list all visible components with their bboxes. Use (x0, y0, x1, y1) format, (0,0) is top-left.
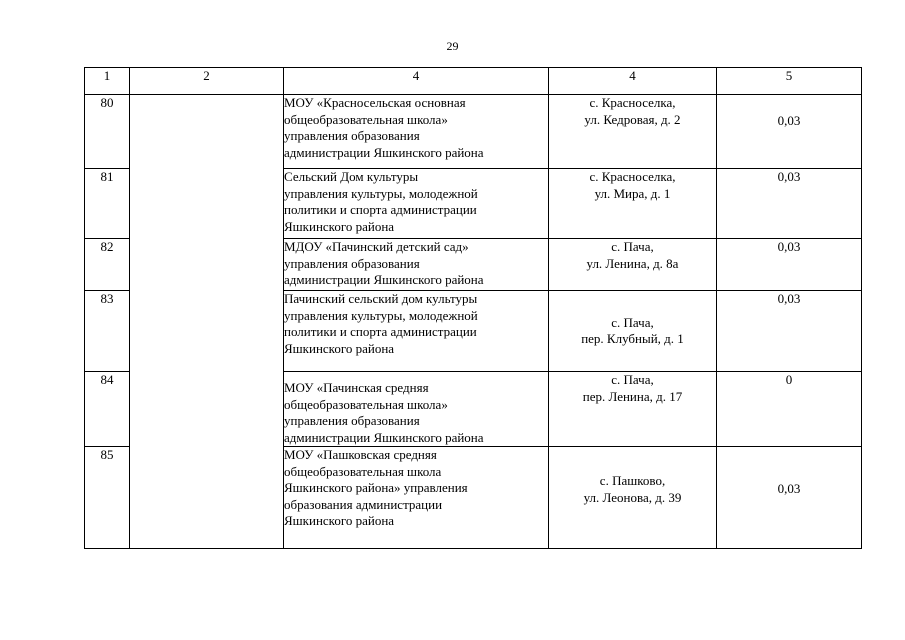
org-line: политики и спорта администрации (284, 202, 477, 217)
org-line: Яшкинского района (284, 513, 395, 528)
value-cell: 0,03 (717, 95, 862, 169)
address-line: с. Пача, (611, 239, 654, 254)
address-cell (549, 239, 717, 291)
org-cell (284, 95, 549, 169)
org-line: МОУ «Красносельская основная (284, 95, 466, 110)
org-line: управления образования (284, 128, 420, 143)
org-line: управления образования (284, 413, 420, 428)
org-line: МОУ «Пачинская средняя (284, 380, 429, 395)
row-number: 80 (85, 95, 130, 169)
address-line: с. Пача, (611, 372, 654, 387)
header-cell: 5 (717, 68, 862, 95)
table-header-row (85, 68, 862, 95)
org-line: Яшкинского района (284, 340, 395, 356)
org-line: администрации Яшкинского района (284, 272, 484, 287)
org-line: Сельский Дом культуры (284, 169, 419, 184)
row-number: 85 (85, 447, 130, 549)
org-line: общеобразовательная школа» (284, 396, 448, 412)
merged-empty-cell (130, 95, 284, 549)
address-cell (549, 372, 717, 447)
table-row (85, 95, 862, 169)
org-line: Яшкинского района (284, 218, 395, 234)
org-line: Яшкинского района» управления (284, 480, 468, 495)
org-cell (284, 291, 549, 372)
org-line: общеобразовательная школа» (284, 111, 448, 127)
value-cell: 0,03 (717, 291, 862, 372)
org-line: управления образования (284, 255, 420, 271)
address-cell (549, 447, 717, 549)
data-table (84, 67, 862, 549)
org-line: администрации Яшкинского района (284, 144, 484, 160)
org-line: образования администрации (284, 496, 443, 512)
org-line: общеобразовательная школа (284, 463, 442, 479)
address-line: ул. Ленина, д. 8а (586, 255, 679, 271)
address-line: с. Красноселка, (589, 95, 676, 110)
header-cell: 1 (85, 68, 130, 95)
address-cell (549, 291, 717, 372)
address-line: ул. Кедровая, д. 2 (584, 111, 681, 127)
address-line: с. Пача, (611, 314, 654, 330)
address-line: ул. Мира, д. 1 (594, 185, 671, 201)
org-line: Пачинский сельский дом культуры (284, 291, 478, 306)
header-cell: 4 (549, 68, 717, 95)
value-cell: 0,03 (717, 239, 862, 291)
org-cell (284, 169, 549, 239)
row-number: 82 (85, 239, 130, 291)
org-cell (284, 372, 549, 447)
org-cell (284, 239, 549, 291)
address-line: пер. Клубный, д. 1 (581, 331, 684, 346)
row-number: 83 (85, 291, 130, 372)
address-cell (549, 169, 717, 239)
org-line: управления культуры, молодежной (284, 307, 478, 323)
page-number: 29 (446, 39, 459, 53)
org-line: политики и спорта администрации (284, 324, 477, 339)
value-cell: 0,03 (717, 169, 862, 239)
org-line: МОУ «Пашковская средняя (284, 447, 437, 462)
org-line: управления культуры, молодежной (284, 185, 478, 201)
value-cell: 0,03 (717, 447, 862, 549)
org-cell (284, 447, 549, 549)
address-line: с. Пашково, (599, 473, 666, 488)
row-number: 84 (85, 372, 130, 447)
row-number: 81 (85, 169, 130, 239)
address-line: пер. Ленина, д. 17 (582, 388, 683, 404)
address-line: с. Красноселка, (589, 169, 676, 184)
value-cell: 0 (717, 372, 862, 447)
address-cell (549, 95, 717, 169)
address-line: ул. Леонова, д. 39 (583, 489, 682, 505)
org-line: МДОУ «Пачинский детский сад» (284, 239, 469, 254)
header-cell: 2 (130, 68, 284, 95)
header-cell: 4 (284, 68, 549, 95)
org-line: администрации Яшкинского района (284, 429, 484, 445)
